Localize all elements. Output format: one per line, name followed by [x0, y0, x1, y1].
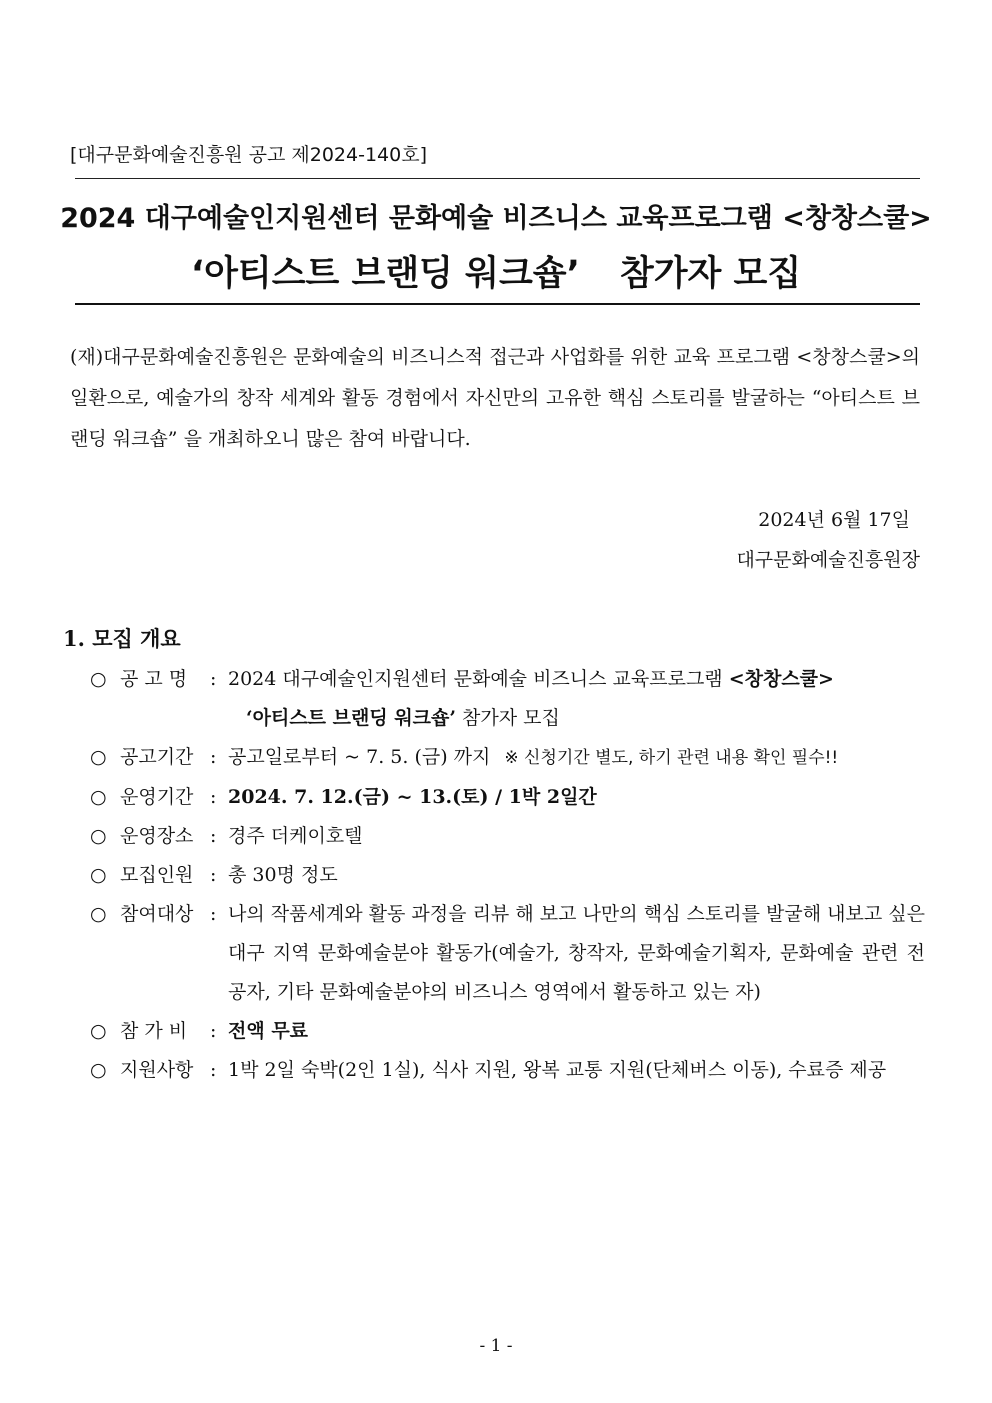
item-label: 참여대상 — [120, 903, 194, 925]
item-value: 경주 더케이호텔 — [228, 825, 363, 847]
item-value: 1박 2일 숙박(2인 1실), 식사 지원, 왕복 교통 지원(단체버스 이동), 수료증 제공 — [228, 1059, 887, 1081]
document-title-line1: 2024 대구예술인지원센터 문화예술 비즈니스 교육프로그램 <창창스쿨> — [60, 203, 932, 234]
item-value — [228, 738, 925, 778]
item-value: 나의 작품세계와 활동 과정을 리뷰 해 보고 나만의 핵심 스토리를 발굴해 내보고 싶은 대구 지역 문화예술분야 활동가(예술가, 창작자, 문화예술기획자, 문화예술 관련 전공자, 기타 문화예술분야의 비즈니스 영역에서 활동하고 있는 자) — [228, 903, 925, 1003]
item-colon: : — [210, 1020, 217, 1042]
program-name: <창창스쿨> — [728, 668, 834, 690]
workshop-name: ‘아티스트 브랜딩 워크숍’ — [190, 254, 580, 294]
workshop-title: ‘아티스트 브랜딩 워크숍’ — [246, 707, 456, 729]
circle-bullet-icon: ○ — [90, 903, 107, 925]
item-label: 운영장소 — [120, 825, 194, 847]
item-label: 지원사항 — [120, 1059, 194, 1081]
list-item-operation-period — [90, 778, 925, 817]
item-colon: : — [210, 1059, 217, 1081]
intro-paragraph: (재)대구문화예술진흥원은 문화예술의 비즈니스적 접근과 사업화를 위한 교육 프로그램 <창창스쿨>의 일환으로, 예술가의 창작 세계와 활동 경험에서 자신만의 고유한 핵심 스토리를 발굴하는 “아티스트 브랜딩 워크숍” 을 개최하오니 많은 참여 바랍니다. — [70, 346, 920, 450]
item-value-suffix: 참가자 모집 — [456, 707, 560, 729]
circle-bullet-icon: ○ — [90, 786, 107, 808]
issue-date: 2024년 6월 17일 — [758, 509, 910, 531]
item-value: 전액 무료 — [228, 1020, 309, 1042]
overview-list — [90, 660, 925, 1090]
title-divider — [75, 303, 920, 305]
list-item-fee — [90, 1012, 925, 1051]
header-divider — [75, 178, 920, 179]
circle-bullet-icon: ○ — [90, 864, 107, 886]
item-label: 참 가 비 — [120, 1020, 188, 1042]
section-title: 1. 모집 개요 — [63, 626, 181, 651]
item-value-text: 2024 대구예술인지원센터 문화예술 비즈니스 교육프로그램 — [228, 668, 729, 690]
document-title-line2 — [0, 246, 992, 296]
list-item-announcement-period — [90, 738, 925, 778]
item-value — [228, 660, 925, 738]
circle-bullet-icon: ○ — [90, 1059, 107, 1081]
item-colon: : — [210, 786, 217, 808]
item-label: 운영기간 — [120, 786, 194, 808]
item-label: 공 고 명 — [120, 668, 188, 690]
list-item-announcement-name — [90, 660, 925, 738]
list-item-capacity — [90, 856, 925, 895]
page-number: - 1 - — [479, 1336, 513, 1356]
notice-reference-number: [대구문화예술진흥원 공고 제2024-140호] — [70, 144, 427, 166]
item-colon: : — [210, 903, 217, 925]
item-colon: : — [210, 825, 217, 847]
circle-bullet-icon: ○ — [90, 1020, 107, 1042]
list-item-venue — [90, 817, 925, 856]
circle-bullet-icon: ○ — [90, 746, 107, 768]
list-item-support — [90, 1051, 925, 1090]
circle-bullet-icon: ○ — [90, 668, 107, 690]
list-item-target — [90, 895, 925, 1012]
item-value: 2024. 7. 12.(금) ~ 13.(토) / 1박 2일간 — [228, 786, 597, 808]
period-note: ※ 신청기간 별도, 하기 관련 내용 확인 필수!! — [504, 748, 839, 768]
circle-bullet-icon: ○ — [90, 825, 107, 847]
issuer-name: 대구문화예술진흥원장 — [736, 549, 920, 571]
item-colon: : — [210, 668, 217, 690]
item-label: 모집인원 — [120, 864, 194, 886]
item-label: 공고기간 — [120, 746, 194, 768]
item-colon: : — [210, 746, 217, 768]
item-colon: : — [210, 864, 217, 886]
item-value: 총 30명 정도 — [228, 864, 338, 886]
recruit-label: 참가자 모집 — [619, 254, 802, 294]
item-value-text: 공고일로부터 ~ 7. 5. (금) 까지 — [228, 746, 491, 768]
